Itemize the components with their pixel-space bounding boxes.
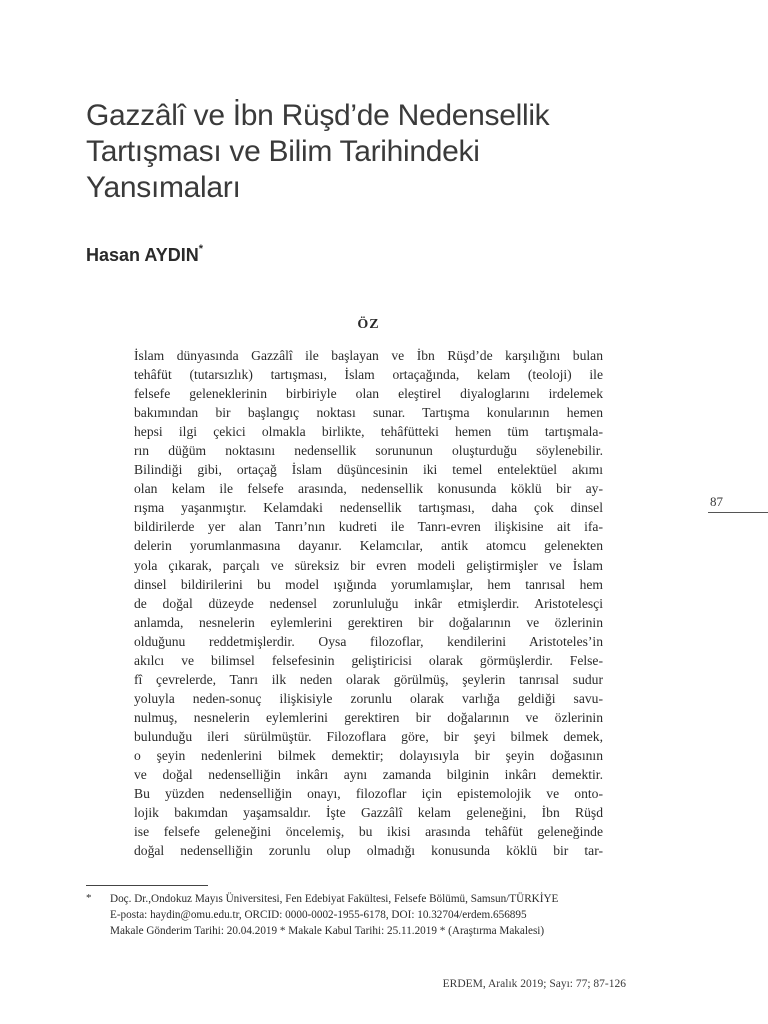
abstract-line: bulunduğu ileri sürülmüştür. Filozoflara göre, bir şeyi bilmek demek, [134, 728, 603, 744]
abstract-line: Bu yüzden nedenselliğin onayı, filozoflar için epistemolojik ve onto- [134, 786, 603, 802]
footnote-line: E-posta: haydin@omu.edu.tr, ORCID: 0000-0002-1955-6178, DOI: 10.32704/erdem.656895 [110, 909, 527, 921]
footnote-line: Doç. Dr.,Ondokuz Mayıs Üniversitesi, Fen Edebiyat Fakültesi, Felsefe Bölümü, Samsun/TÜRKİYE [110, 893, 559, 905]
abstract-line: olan kelam ile felsefe arasında, nedensellik konusunda köklü bir ay- [134, 481, 603, 497]
abstract-line: lojik bakımdan yaşamsaldır. İşte Gazzâlî kelam geleneğini, İbn Rüşd [134, 805, 603, 821]
footnote-mark: * [86, 892, 92, 904]
title-line: Yansımaları [86, 171, 241, 204]
article-title [86, 98, 686, 206]
abstract-line: Bilindiği gibi, ortaçağ İslam düşüncesinin iki temel entelektüel akımı [134, 462, 603, 478]
footnote-divider [86, 885, 208, 886]
abstract-line: bakımından bir başlangıç noktası sunar. Tartışma konularının hemen [134, 405, 603, 421]
abstract-line: de doğal düzeyde nedensel zorunluluğu inkâr etmişlerdir. Aristotelesçi [134, 595, 603, 611]
title-line: Gazzâlî ve İbn Rüşd’de Nedensellik [86, 99, 550, 132]
abstract-line: doğal nedenselliğin zorunlu olup olmadığı konusunda köklü bir tar- [134, 843, 603, 859]
abstract-line: rışma yaşanmıştır. Kelamdaki nedensellik tartışması, daha çok dinsel [134, 500, 603, 516]
abstract-line: rın düğüm noktasını nedensellik sorununun oluşturduğu söylenebilir. [134, 443, 603, 459]
footnote [110, 891, 670, 939]
abstract-line: delerin yorumlanmasına dayanır. Kelamcılar, antik atomcu gelenekten [134, 538, 603, 554]
journal-info: ERDEM, Aralık 2019; Sayı: 77; 87-126 [442, 978, 626, 990]
author-name [86, 245, 203, 266]
abstract-line: fî çevrelerde, Tanrı ilk neden olarak görülmüş, şeylerin tanrısal sudur [134, 671, 603, 687]
author-name-text: Hasan AYDIN [86, 245, 199, 265]
page-number: 87 [710, 494, 723, 509]
abstract-line: İslam dünyasında Gazzâlî ile başlayan ve İbn Rüşd’de karşılığını bulan [134, 348, 603, 363]
abstract-line: anlamda, nesnelerin eylemlerini gerektiren bir doğalarının ve özlerinin [134, 614, 603, 630]
abstract-line: yola çıkarak, parçalı ve süreksiz bir evren modeli geliştirmişler ve İslam [134, 557, 603, 573]
abstract-line: ise felsefe geleneğini öncelemiş, bu ikisi arasında tehâfüt geleneğinde [134, 824, 603, 840]
title-line: Tartışması ve Bilim Tarihindeki [86, 135, 480, 168]
author-footnote-mark: * [198, 243, 203, 255]
abstract-heading: ÖZ [357, 317, 380, 332]
page-number-rule [708, 512, 768, 513]
abstract-line: felsefe geleneklerinin birbiriyle olan eleştirel diyaloglarını irdelemek [134, 386, 603, 402]
abstract-body [134, 346, 603, 860]
abstract-line: ve doğal nedenselliğin inkârı aynı zamanda bilginin inkârı demektir. [134, 767, 603, 783]
abstract-line: o şeyin nedenlerini bilmek demektir; dolayısıyla bir şeyin doğasının [134, 747, 603, 763]
abstract-line: tehâfüt (tutarsızlık) tartışması, İslam ortaçağında, kelam (teoloji) ile [134, 367, 603, 383]
abstract-line: bildirilerde yer alan Tanrı’nın kudreti ile Tanrı-evren ilişkisine ait ifa- [134, 519, 603, 535]
abstract-line: dinsel bildirilerini bu model ışığında yorumlamışlar, hem tanrısal hem [134, 576, 603, 592]
footnote-line: Makale Gönderim Tarihi: 20.04.2019 * Makale Kabul Tarihi: 25.11.2019 * (Araştırma Makalesi) [110, 925, 545, 937]
abstract-line: akılcı ve bilimsel felsefesinin geliştiricisi olarak görmüşlerdir. Felse- [134, 652, 603, 668]
abstract-line: yoluyla neden-sonuç ilişkisiyle zorunlu olarak varlığa geldiği savu- [134, 690, 603, 706]
abstract-line: nulmuş, nesnelerin eylemlerini gerektiren bir doğalarının ve özlerinin [134, 709, 603, 725]
abstract-line: olduğunu reddetmişlerdir. Oysa filozoflar, kendilerini Aristoteles’in [134, 633, 603, 649]
abstract-line: hepsi ilgi çekici olmakla birlikte, tehâfütteki hemen tüm tartışmala- [134, 424, 603, 440]
